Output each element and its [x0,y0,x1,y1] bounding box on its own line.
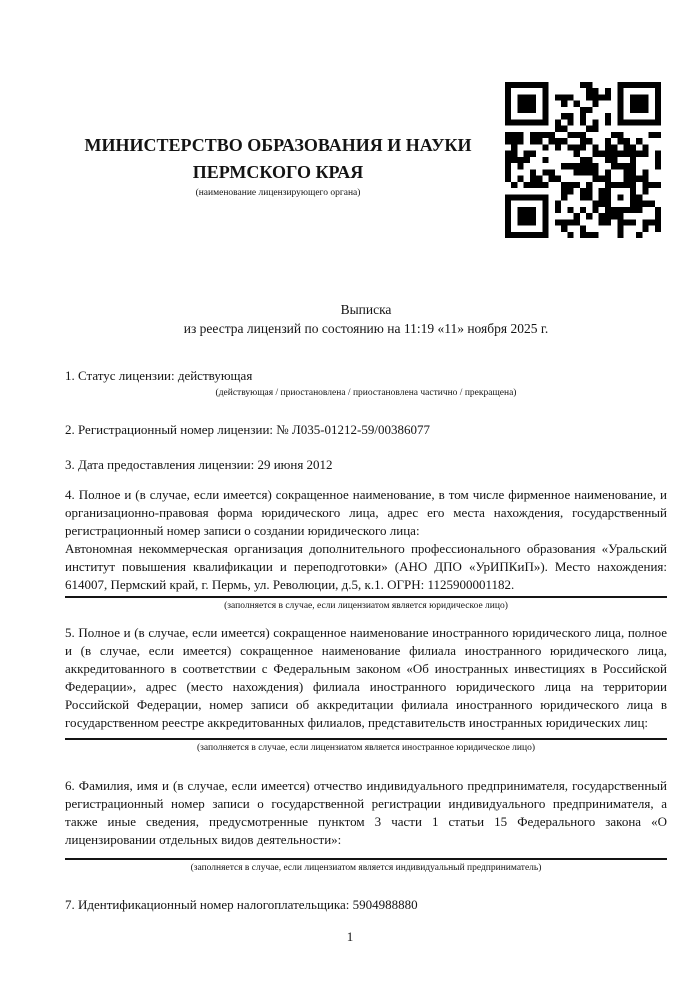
individual-entrepreneur-question: 6. Фамилия, имя и (в случае, если имеется) отчество индивидуального предпринимателя, государственный регистрационный номер записи о государственной регистрации индивидуального предпринимателя, а также иные сведения, предусмотренные пунктом 3 части 1 статьи 15 Федерального закона «О лицензировании отдельных видов деятельности»: [65,778,667,847]
license-grant-date-text: 3. Дата предоставления лицензии: 29 июня 2012 [65,457,333,472]
fill-in-rule-entrepreneur [65,858,667,860]
item-license-status [65,367,667,399]
taxpayer-number-text: 7. Идентификационный номер налогоплательщика: 5904988880 [65,897,418,912]
license-status-caption: (действующая / приостановлена / приостановлена частично / прекращена) [215,388,517,398]
licensing-authority-block [65,132,491,199]
legal-entity-value: Автономная некоммерческая организация дополнительного профессионального образования «Уральский институт повышения квалификации и переподготовки» (АНО ДПО «УрИПКиП»). Место нахождения: 614007, Пермский край, г. Пермь, ул. Революции, д.5, к.1. ОГРН: 1125900001182. [65,541,667,592]
foreign-legal-entity-caption: (заполняется в случае, если лицензиатом является иностранное юридическое лицо) [197,743,535,753]
legal-entity-caption: (заполняется в случае, если лицензиатом является юридическое лицо) [224,601,508,611]
ministry-caption: (наименование лицензирующего органа) [195,188,361,198]
fill-in-rule-legal-entity [65,596,667,598]
individual-entrepreneur-caption: (заполняется в случае, если лицензиатом является индивидуальный предприниматель) [190,863,542,873]
ministry-name-line1: МИНИСТЕРСТВО ОБРАЗОВАНИЯ И НАУКИ [84,135,472,155]
license-status-text: 1. Статус лицензии: действующая [65,368,253,383]
item-foreign-legal-entity [65,624,667,754]
document-title [65,300,667,338]
item-individual-entrepreneur [65,777,667,874]
item-license-grant-date [65,456,667,474]
ministry-name-line2: ПЕРМСКОГО КРАЯ [192,162,364,182]
registration-number-text: 2. Регистрационный номер лицензии: № Л035-01212-59/00386077 [65,422,431,437]
document-title-line1: Выписка [340,302,392,317]
foreign-legal-entity-question: 5. Полное и (в случае, если имеется) сокращенное наименование иностранного юридического лица, полное и (в случае, если имеется) сокращенное наименование филиала иностранного юридического лица, аккредитованного в соответствии с Федеральным законом «Об иностранных инвестициях в Российской Федерации», адрес (место нахождения) филиала иностранного юридического лица на территории Российской Федерации, номер записи об аккредитации филиала иностранного юридического лица в государственном реестре аккредитованных филиалов, представительств иностранных юридических лиц: [65,625,667,730]
qr-code-icon [505,82,661,238]
document-title-line2: из реестра лицензий по состоянию на 11:19 «11» ноября 2025 г. [183,321,549,336]
item-taxpayer-number [65,896,667,914]
item-registration-number [65,421,667,439]
page-number: 1 [346,929,354,944]
fill-in-rule-foreign-entity [65,738,667,740]
legal-entity-question: 4. Полное и (в случае, если имеется) сокращенное наименование, в том числе фирменное наименование, и организационно-правовая форма юридического лица, адрес его места нахождения, государственный регистрационный номер записи о создании юридического лица: [65,487,667,538]
item-legal-entity [65,486,667,612]
